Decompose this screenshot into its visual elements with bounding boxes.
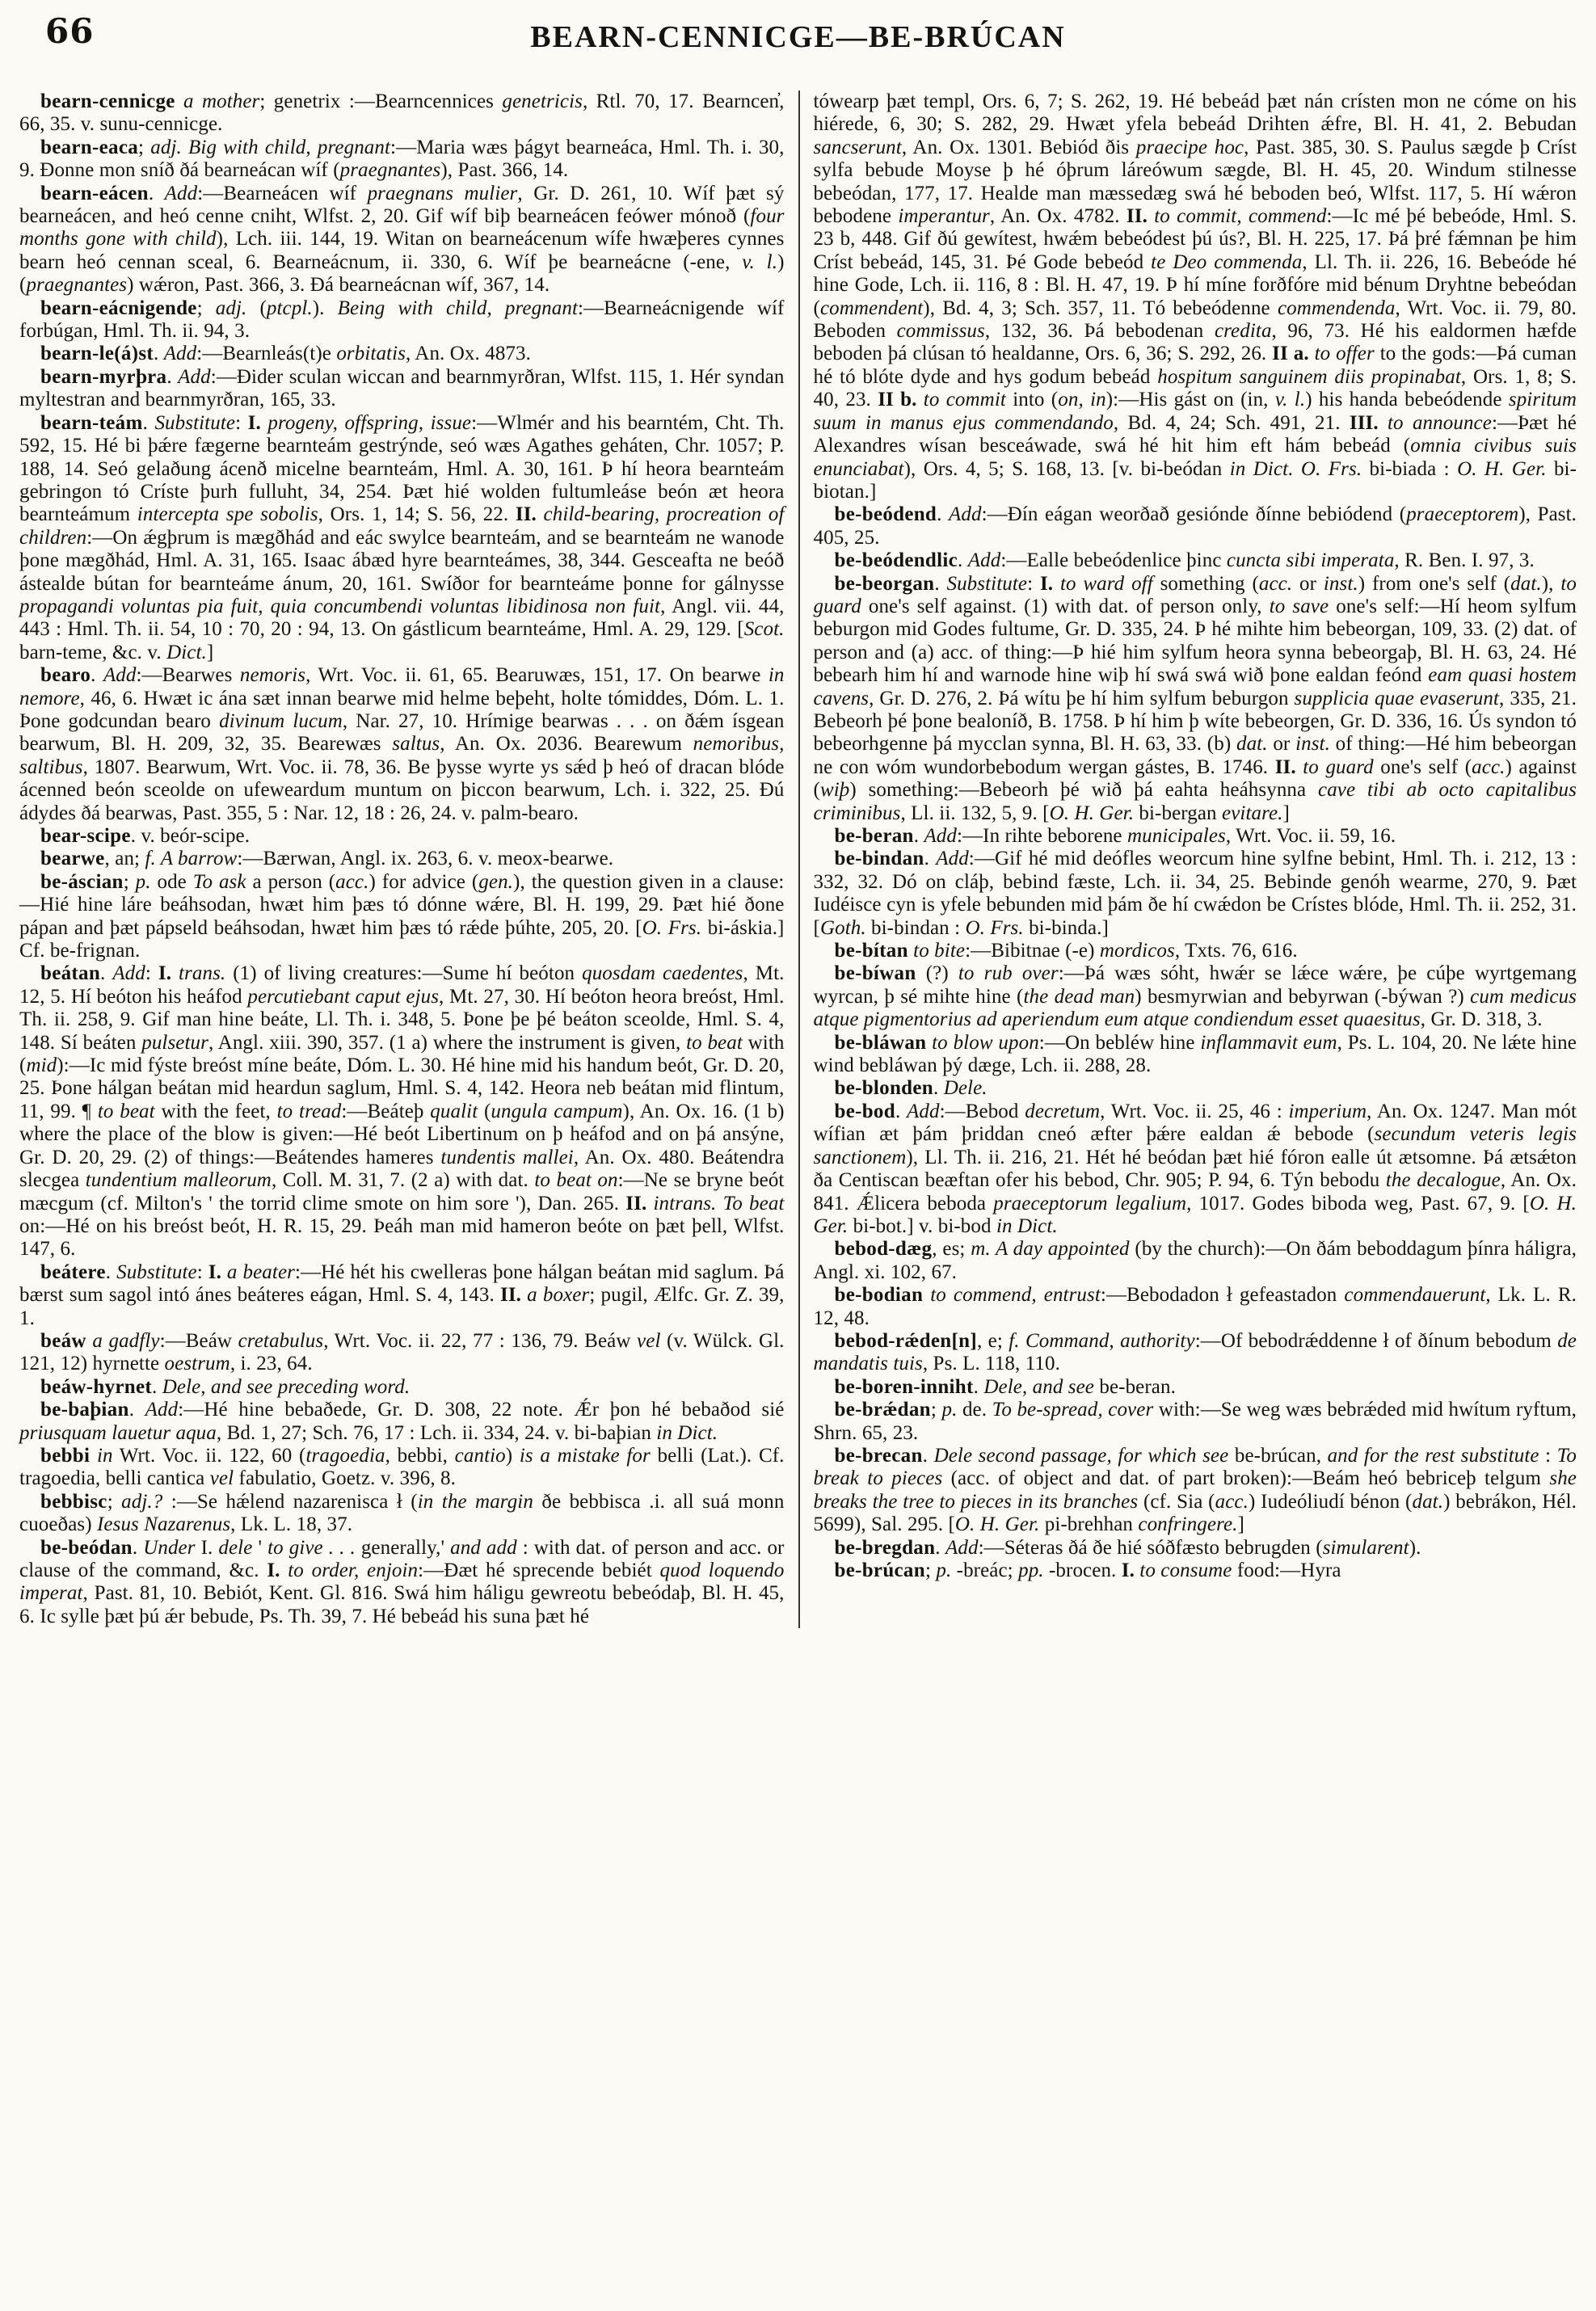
dictionary-entry: be-brúcan; p. -breác; pp. -brocen. I. to consume food:—Hyra [834,1560,1341,1581]
dictionary-entry: bearn-teám. Substitute: I. progeny, offspring, issue:—Wlmér and his bearntém, Cht. Th. 592, 15. Hé bi þǽre fægerne bearnteám gestrýnde, seó wæs Agathes geháten, Chr. 1057; P. 188, 14. Seó gelaðung ácenð micelne bearnteám, Hml. A. 30, 161. Þ hí heora bearnteám gebringon tó Críste þurh fulluht, 34, 254. Þæt hié wolden fultumleáse beón æt heora bearnteámum intercepta spe sobolis, Ors. 1, 14; S. 56, 22. II. child-bearing, procreation of children:—On ǽgþrum is mægðhád and eác swylce bearnteám, and se bearnteám ne wanode þone mægðhád, Hml. A. 31, 165. Isaac ábæd hyre bearnteámes, 38, 344. Gesceafta ne beóð ástealde bútan for bearnteáme ánum, 20, 161. Swíðor for bearnteáme þonne for gálnysse propagandi voluntas pia fuit, quia concumbendi voluntas libidinosa non fuit, Angl. vii. 44, 443 : Hml. Th. ii. 54, 10 : 70, 20 : 94, 13. On gástlicum bearnteáme, Hml. A. 29, 129. [Scot. barn-teme, &c. v. Dict.] [19,411,785,663]
entry-headword: be-beódan [40,1536,133,1559]
entry-headword: be-bíwan [834,962,916,985]
column-left [19,91,798,1628]
dictionary-entry: bear-scipe. v. beór-scipe. [40,825,251,847]
entry-headword: be-baþian [40,1399,129,1421]
entry-headword: be-beran [834,825,914,847]
dictionary-entry: bebbi in Wrt. Voc. ii. 122, 60 (tragoedia, bebbi, cantio) is a mistake for belli (Lat.). Cf. tragoedia, belli cantica vel fabulatio, Goetz. v. 396, 8. [19,1444,785,1490]
dictionary-entry: beáw-hyrnet. Dele, and see preceding word. [40,1375,411,1398]
column-right [798,91,1577,1628]
entry-headword: bear-scipe [40,825,131,847]
dictionary-entry: be-beódan. Under I. dele ' to give . . . generally,' and add : with dat. of person and acc. or clause of the command, &c. I. to order, enjoin:—Ðæt hé sprecende bebiét quod loquendo imperat, Past. 81, 10. Bebiót, Kent. Gl. 816. Swá him háligu gewreotu bebeódaþ, Bl. H. 45, 6. Ic sylle þæt þú ǽr bebude, Ps. Th. 39, 7. Hé bebeád his suna þæt hé [19,1536,785,1627]
dictionary-entry: bearn-eácen. Add:—Bearneácen wíf praegnans mulier, Gr. D. 261, 10. Wíf þæt sý bearneácen, and heó cenne cniht, Wlfst. 2, 20. Gif wíf biþ bearneácen feówer mónoð (four months gone with child), Lch. iii. 144, 19. Witan on bearneácenum wífe hwæþeres cynnes bearn heó cennan sceal, 6. Bearneácnum, ii. 330, 6. Wíf þe bearneácne (-ene, v. l.) (praegnantes) wǽron, Past. 366, 3. Ðá bearneácnan wíf, 367, 14. [19,182,785,297]
dictionary-entry: be-boren-inniht. Dele, and see be-beran. [834,1375,1176,1398]
dictionary-entry: beátan. Add: I. trans. (1) of living creatures:—Sume hí beóton quosdam caedentes, Mt. 12, 5. Hí beóton his heáfod percutiebant caput ejus, Mt. 27, 30. Hí beóton heora breóst, Hml. Th. ii. 258, 9. Gif man hine beáte, Ll. Th. i. 348, 5. Þone þe þé beáton sceolde, Hml. S. 4, 148. Sí beáten pulsetur, Angl. xiii. 390, 357. (1 a) where the instrument is given, to beat with (mid):—Ic mid fýste breóst míne beáte, Dóm. L. 30. Hé hine mid his handum beót, Gr. D. 20, 25. Þone hálgan beátan mid heardun saglum, Hml. S. 4, 142. Heora neb beátan mid flintum, 11, 99. ¶ to beat with the feet, to tread:—Beáteþ qualit (ungula campum), An. Ox. 16. (1 b) where the place of the blow is given:—Hé beót Libertinum on þ heáfod and on þá ansýne, Gr. D. 20, 29. (2) of things:—Beátendes hameres tundentis mallei, An. Ox. 480. Beátendra slecgea tundentium malleorum, Coll. M. 31, 7. (2 a) with dat. to beat on:—Ne se bryne beót mæcgum (cf. Milton's ' the torrid clime smote on him sore '), Dan. 265. II. intrans. To beat on:—Hé on his breóst beót, H. R. 15, 29. Þeáh man mid hameron beóte on þæt þell, Wlfst. 147, 6. [19,962,785,1261]
dictionary-entry: be-beódendlic. Add:—Ealle bebeódenlice þinc cuncta sibi imperata, R. Ben. I. 97, 3. [834,549,1535,572]
dictionary-entry: be-áscian; p. ode To ask a person (acc.) for advice (gen.), the question given in a clause:—Hié hine láre beáhsodan, hwæt him þæs tó dónne wǽre, Bl. H. 199, 29. Þæt hié ðone pápan and þæt pápseld beáhsodan, hwæt him þæs tó rǽde þúhte, 205, 20. [O. Frs. bi-áskia.] Cf. be-frignan. [19,870,785,962]
entry-headword: bebbisc [40,1490,107,1513]
entry-headword: be-brecan [834,1444,923,1467]
entry-headword: beáw [40,1329,86,1352]
dictionary-entry: beáw a gadfly:—Beáw cretabulus, Wrt. Voc. ii. 22, 77 : 136, 79. Beáw vel (v. Wülck. Gl. 121, 12) hyrnette oestrum, i. 23, 64. [19,1329,785,1375]
dictionary-entry: be-bregdan. Add:—Séteras ðá ðe hié sóðfæsto bebrugden (simularent). [834,1536,1421,1559]
dictionary-entry: bearn-cennicge a mother; genetrix :—Bearncennices genetricis, Rtl. 70, 17. Bearncen̓, 66, 35. v. sunu-cennicge. [19,91,785,136]
dictionary-entry: bearn-myrþra. Add:—Ðider sculan wiccan and bearnmyrðran, Wlfst. 115, 1. Hér syndan myltestran and bearnmyrðran, 165, 33. [19,365,785,411]
page-header: BEARN-CENNICGE—BE-BRÚCAN [530,20,1066,54]
dictionary-entry: be-bítan to bite:—Bibitnae (-e) mordicos, Txts. 76, 616. [834,940,1298,962]
entry-headword: bebbi [40,1444,91,1467]
dictionary-entry: bearn-eaca; adj. Big with child, pregnant:—Maria wæs þágyt bearneáca, Hml. Th. i. 30, 9. Ðonne mon sníð ðá bearneácan wíf (praegnantes), Past. 366, 14. [19,136,785,182]
entry-headword: be-bodian [834,1284,924,1307]
entry-headword: be-boren-inniht [834,1375,974,1398]
entry-headword: bearn-myrþra [40,365,167,388]
dictionary-entry: be-beorgan. Substitute: I. to ward off something (acc. or inst.) from one's self (dat.), to guard one's self against. (1) with dat. of person only, to save one's self:—Hí heom sylfum beburgon mid Godes fultume, Gr. D. 335, 24. Þ hé mihte him bebeorgan, 109, 33. (2) dat. of person and (a) acc. of thing:—Þ hié him sylfum heora synna bebeorgaþ, Bl. H. 63, 24. Hé bebearh him hí and warnode hine wiþ hí swá swá wið þone ealdan feónd eam quasi hostem cavens, Gr. D. 276, 2. Þá wítu þe hí him sylfum beburgon supplicia quae evaserunt, 335, 21. Bebeorh þé þone bealoníð, B. 1758. Þ hí him þ wíte bebeorgen, Gr. D. 336, 16. Ús syndon tó bebeorhgenne þá mycclan synna, Bl. H. 63, 33. (b) dat. or inst. of thing:—Hé him bebeorgan ne con wóm wundorbebodum wergan gástes, B. 1746. II. to guard one's self (acc.) against (wiþ) something:—Bebeorh þé wið þá eahta heáhsynna cave tibi ab octo capitalibus criminibus, Ll. ii. 132, 5, 9. [O. H. Ger. bi-bergan evitare.] [813,572,1577,824]
entry-headword: be-áscian [40,870,124,893]
dictionary-entry: be-bindan. Add:—Gif hé mid deófles weorcum hine sylfne bebint, Hml. Th. i. 212, 13 : 332, 32. Dó on cláþ, bebind fæste, Lch. ii. 34, 25. Bebinde genóh wearme, 270, 9. Þæt Iudéisce cyn is yfele bebunden mid þám ðe hí cwǽdon be Crístes blóde, Hml. Th. ii. 252, 31. [Goth. bi-bindan : O. Frs. bi-binda.] [813,848,1577,939]
dictionary-entry: be-bíwan (?) to rub over:—Þá wæs sóht, hwǽr se lǽce wǽre, þe cúþe wyrtgemang wyrcan, þ sé mihte hine (the dead man) besmyrwian and bebyrwan (-býwan ?) cum medicus atque pigmentorius ad aperiendum eum atque condiendum esset quaesitus, Gr. D. 318, 3. [813,962,1577,1031]
dictionary-body [19,91,1577,1628]
entry-headword: bearn-le(á)st [40,343,154,365]
entry-headword: be-beódendlic [834,549,958,572]
entry-headword: bearn-eaca [40,136,139,158]
dictionary-entry: bearo. Add:—Bearwes nemoris, Wrt. Voc. ii. 61, 65. Bearuwæs, 151, 17. On bearwe in nemore, 46, 6. Hwæt ic ána sæt innan bearwe mid helme beþeht, holte tómiddes, Dóm. L. 1. Þone godcundan bearo divinum lucum, Nar. 27, 10. Hrímige bearwas . . . on ðǽm ísgean bearwum, Bl. H. 209, 32, 35. Bearewæs saltus, An. Ox. 2036. Bearewum nemoribus, saltibus, 1807. Bearwum, Wrt. Voc. ii. 78, 36. Be þysse wyrte ys sǽd þ heó of dracan blóde ácenned beón sceolde on ufeweardum muntum on þiccon bearwum, Lch. i. 322, 25. Ðú ádydes ðá bearwas, Past. 355, 5 : Nar. 12, 18 : 26, 24. v. palm-bearo. [19,664,785,824]
entry-headword: bearn-eácen [40,182,149,204]
dictionary-entry: bearn-le(á)st. Add:—Bearnleás(t)e orbitatis, An. Ox. 4873. [40,343,531,365]
dictionary-entry: be-bodian to commend, entrust:—Bebodadon ł gefeastadon commendauerunt, Lk. L. R. 12, 48. [813,1284,1577,1329]
entry-headword: bearn-teám [40,411,143,434]
entry-headword: bearo [40,664,91,687]
dictionary-entry: be-brǽdan; p. de. To be-spread, cover with:—Se weg wæs bebrǽded mid hwítum ryftum, Shrn. 65, 23. [813,1399,1577,1444]
dictionary-entry: bearwe, an; f. A barrow:—Bærwan, Angl. ix. 263, 6. v. meox-bearwe. [40,848,614,870]
entry-headword: be-bod [834,1100,895,1122]
entry-headword: be-brǽdan [834,1399,931,1421]
entry-headword: bebod-rǽden[n] [834,1329,977,1352]
dictionary-entry: bearn-eácnigende; adj. (ptcpl.). Being with child, pregnant:—Bearneácnigende wíf forbúgan, Hml. Th. ii. 94, 3. [19,297,785,343]
dictionary-entry: be-bod. Add:—Bebod decretum, Wrt. Voc. ii. 25, 46 : imperium, An. Ox. 1247. Man mót wífian æt þám þriddan cneó æfter þǽre ealdan ǽ bebode (secundum veteris legis sanctionem), Ll. Th. ii. 216, 21. Hét hé beódan þæt hié fóron ealle út ætsomne. Þá ætsǽton ða Centiscan beæftan ofer his bebod, Chr. 905; P. 94, 6. Týn bebodu the decalogue, An. Ox. 841. Ǽlicera beboda praeceptorum legalium, 1017. Godes biboda weg, Past. 67, 9. [O. H. Ger. bi-bot.] v. bi-bod in Dict. [813,1100,1577,1237]
entry-headword: be-beorgan [834,572,935,595]
dictionary-entry: be-blonden. Dele. [834,1077,987,1100]
entry-headword: be-beódend [834,503,937,526]
dictionary-entry: bebod-dæg, es; m. A day appointed (by the church):—On ðám beboddagum þínra háligra, Angl. xi. 102, 67. [813,1238,1577,1283]
entry-headword: beátere [40,1261,106,1283]
entry-headword: be-brúcan [834,1560,925,1581]
dictionary-entry: be-beran. Add:—In rihte beborene municipales, Wrt. Voc. ii. 59, 16. [834,825,1396,847]
dictionary-entry: bebbisc; adj.? :—Se hǽlend nazarenisca ł (in the margin ðe bebbisca .i. all suá monn cuoeðas) Iesus Nazarenus, Lk. L. 18, 37. [19,1490,785,1536]
entry-headword: bebod-dæg [834,1238,933,1261]
page-number: 66 [45,11,95,51]
entry-headword: bearn-eácnigende [40,297,197,319]
entry-headword: be-bítan [834,940,908,962]
dictionary-entry: beátere. Substitute: I. a beater:—Hé hét his cwelleras þone hálgan beátan mid saglum. Þá bærst sum sagol intó ánes beáteres eágan, Hml. S. 4, 143. II. a boxer; pugil, Ælfc. Gr. Z. 39, 1. [19,1261,785,1329]
entry-headword: bearn-cennicge [40,91,175,112]
entry-headword: bearwe [40,848,105,870]
dictionary-entry: be-baþian. Add:—Hé hine bebaðede, Gr. D. 308, 22 note. Ǽr þon hé bebaðod sié priusquam lauetur aqua, Bd. 1, 27; Sch. 76, 17 : Lch. ii. 334, 24. v. bi-baþian in Dict. [19,1399,785,1444]
entry-headword: be-bregdan [834,1536,936,1559]
dictionary-entry: be-bláwan to blow upon:—On bebléw hine inflammavit eum, Ps. L. 104, 20. Ne lǽte hine wind bebláwan þý dæge, Lch. ii. 288, 28. [813,1031,1577,1077]
dictionary-entry-continuation: tówearp þæt templ, Ors. 6, 7; S. 262, 19. Hé bebeád þæt nán crísten mon ne cóme on his hiérede, 6, 30; S. 282, 29. Hwæt yfela bebeád Drihten ǽfre, Bl. H. 41, 2. Bebudan sancserunt, An. Ox. 1301. Bebiód ðis praecipe hoc, Past. 385, 30. S. Paulus sægde þ Críst sylfa bebude Moyse þ hé óþrum láreówum sægde, Bl. H. 45, 20. Windum stilnesse bebeódan, 177, 17. Healde man mæssedæg swá hé beboden beó, Wlfst. 117, 5. Hí wǽron bebodene imperantur, An. Ox. 4782. II. to commit, commend:—Ic mé þé bebeóde, Hml. S. 23 b, 448. Gif ðú gewítest, hwǽm bebeódest þú ús?, Bl. H. 225, 17. Þá þré fǽmnan þe him Críst bebeád, 145, 31. Þé Gode bebeód te Deo commenda, Ll. Th. ii. 226, 16. Bebeóde hé hine Gode, Lch. ii. 116, 8 : Bl. H. 47, 19. Þ hí míne forðfóre mid bénum Dryhtne bebeódan (commendent), Bd. 4, 3; Sch. 357, 11. Tó bebeódenne commendenda, Wrt. Voc. ii. 79, 80. Beboden commissus, 132, 36. Þá bebodenan credita, 96, 73. Hé his ealdormen hæfde beboden þá clúsan tó healdanne, Ors. 6, 36; S. 292, 26. II a. to offer to the gods:—Þá cuman hé tó blóte dyde and hys godum bebeád hospitum sanguinem diis propinabat, Ors. 1, 8; S. 40, 23. II b. to commit into (on, in):—His gást on (in, v. l.) his handa bebeódende spiritum suum in manus ejus commendando, Bd. 4, 24; Sch. 491, 21. III. to announce:—Þæt hé Alexandres wísan besceáwade, swá hé hit him eft hám bebeád (omnia civibus suis enunciabat), Ors. 4, 5; S. 168, 13. [v. bi-beódan in Dict. O. Frs. bi-biada : O. H. Ger. bi-biotan.] [813,91,1577,503]
dictionary-entry: be-beódend. Add:—Ðín eágan weorðað gesiónde ðínne bebiódend (praeceptorem), Past. 405, 25. [813,503,1577,549]
entry-headword: be-bindan [834,848,924,870]
entry-headword: beáw-hyrnet [40,1375,153,1398]
dictionary-entry: bebod-rǽden[n], e; f. Command, authority:—Of bebodrǽddenne ł of ðínum bebodum de mandatis tuis, Ps. L. 118, 110. [813,1329,1577,1375]
entry-headword: be-blonden [834,1077,933,1100]
entry-headword: be-bláwan [834,1031,927,1054]
entry-headword: beátan [40,962,101,985]
dictionary-entry: be-brecan. Dele second passage, for which see be-brúcan, and for the rest substitute : To break to pieces (acc. of object and dat. of part broken):—Beám heó bebriceþ telgum she breaks the tree to pieces in its branches (cf. Sia (acc.) Iudeóliudí bénon (dat.) bebrákon, Hél. 5699), Sal. 295. [O. H. Ger. pi-brehhan confringere.] [813,1444,1577,1536]
